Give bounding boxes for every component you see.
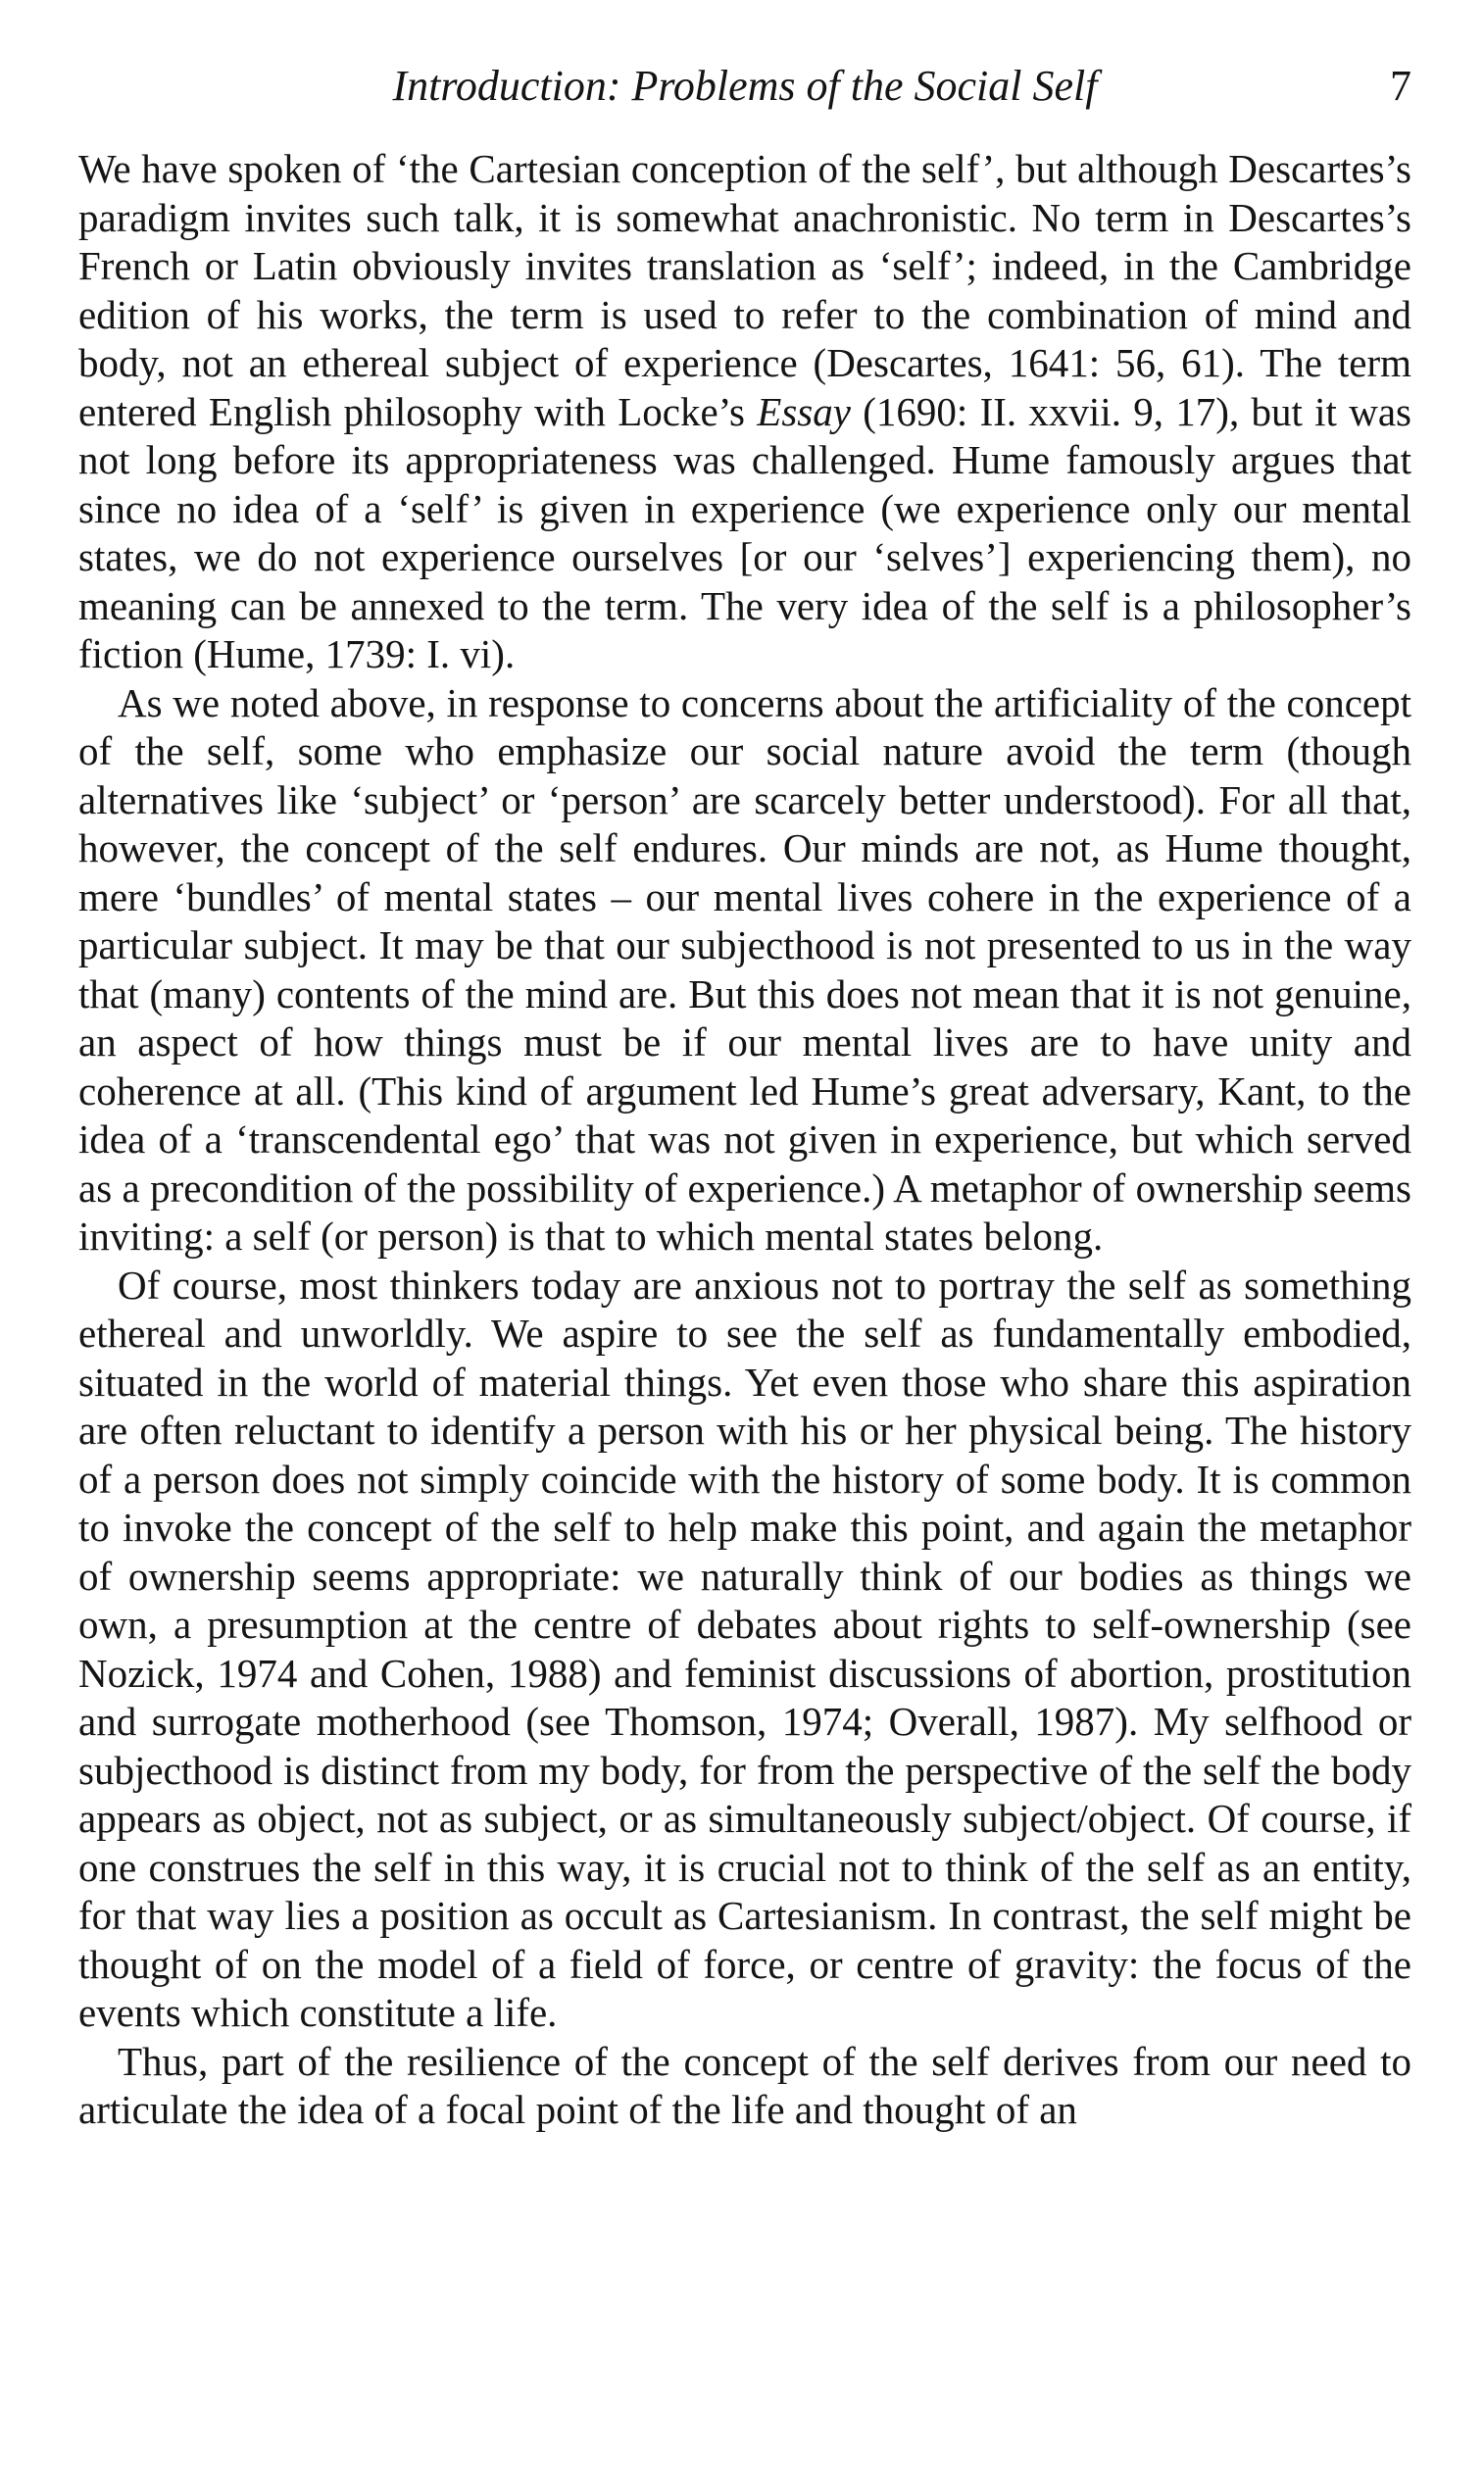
- body-text: [78, 145, 1411, 2135]
- paragraph-cartesian-conception: [78, 145, 1411, 679]
- paragraph-resilience: Thus, part of the resilience of the concept of the self derives from our need to articulate the idea of a focal point of the life and thought of an: [78, 2038, 1411, 2132]
- paragraph-text: We have spoken of ‘the Cartesian conception of the self’, but although Descartes’s paradigm invites such talk, it is somewhat anachronistic. No term in Descartes’s French or Latin obviously invites translation as ‘self’; indeed, in the Cambridge edition of his works, the term is used to refer to the combination of mind and body, not an ethereal subject of experience (Descartes, 1641: 56, 61). The term entered English philosophy with Locke’s: [78, 146, 1411, 434]
- paragraph-concept-endures: As we noted above, in response to concerns about the artificiality of the concept of the self, some who emphasize our social nature avoid the term (though alternatives like ‘subject’ or ‘person’ are scarcely better understood). For all that, however, the concept of the self endures. Our minds are not, as Hume thought, mere ‘bundles’ of mental states – our mental lives cohere in the experience of a particular subject. It may be that our subjecthood is not presented to us in the way that (many) contents of the mind are. But this does not mean that it is not genuine, an aspect of how things must be if our mental lives are to have unity and coherence at all. (This kind of argument led Hume’s great adversary, Kant, to the idea of a ‘transcendental ego’ that was not given in experience, but which served as a precondition of the possibility of experience.) A metaphor of ownership seems inviting: a self (or person) is that to which mental states belong.: [78, 679, 1411, 1259]
- paragraph-text: (1690: II. xxvii. 9, 17), but it was not long before its appropriateness was challenged. Hume famously argues that since no idea of a ‘self’ is given in experience (we experience only our mental states, we do not experience ourselves [or our ‘selves’] experiencing them), no meaning can be annexed to the term. The very idea of the self is a philosopher’s fiction (Hume, 1739: I. vi).: [78, 388, 1411, 676]
- running-title: Introduction: Problems of the Social Self: [392, 62, 1098, 110]
- running-head: [78, 57, 1411, 116]
- essay-title: Essay: [757, 388, 851, 434]
- paragraph-embodied-self: Of course, most thinkers today are anxious not to portray the self as something ethereal and unworldly. We aspire to see the self as fundamentally embodied, situated in the world of material things. Yet even those who share this aspiration are often reluctant to identify a person with his or her physical being. The history of a person does not simply coincide with the history of some body. It is common to invoke the concept of the self to help make this point, and again the metaphor of ownership seems appropriate: we naturally think of our bodies as things we own, a presumption at the centre of debates about rights to self-ownership (see Nozick, 1974 and Cohen, 1988) and feminist discussions of abortion, prostitution and surrogate motherhood (see Thomson, 1974; Overall, 1987). My selfhood or subjecthood is distinct from my body, for from the perspective of the self the body appears as object, not as subject, or as simultaneously subject/object. Of course, if one construes the self in this way, it is crucial not to think of the self as an entity, for that way lies a position as occult as Cartesianism. In contrast, the self might be thought of on the model of a field of force, or centre of gravity: the focus of the events which constitute a life.: [78, 1262, 1411, 2035]
- page-number: 7: [1390, 62, 1411, 110]
